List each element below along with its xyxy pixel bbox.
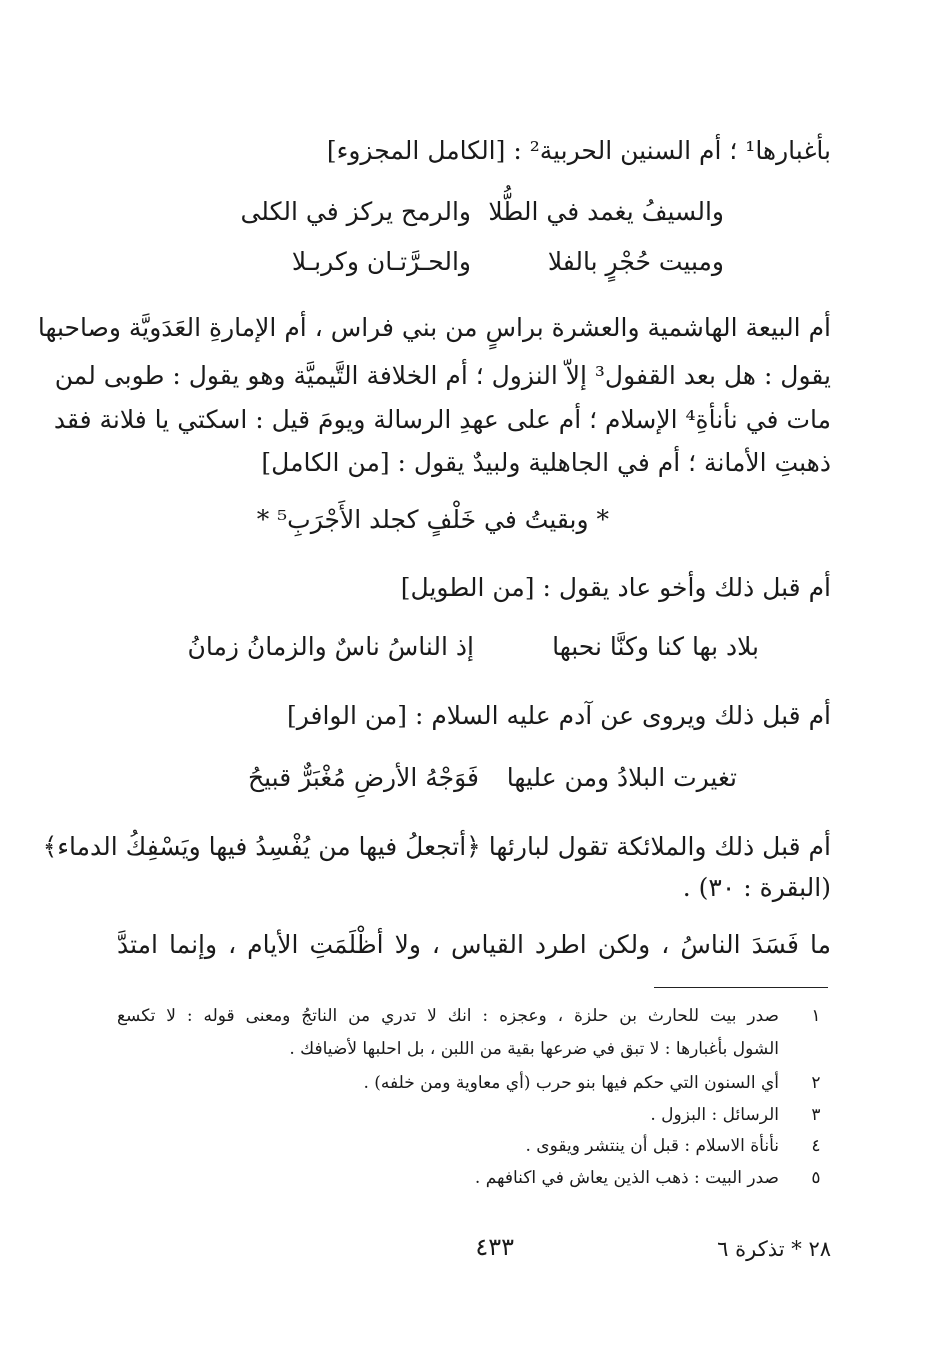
page-number: ٤٣٣ bbox=[475, 1233, 514, 1261]
paragraph-line: أم قبل ذلك والملائكة تقول لبارئها ﴿أتجعلُ فيها من يُفْسِدُ فيها ويَسْفِكُ الدماء﴾ bbox=[42, 832, 831, 861]
footnote-text: نأنأة الاسلام : قبل أن ينتشر ويقوى . bbox=[525, 1136, 779, 1156]
verse-hemistich: بلاد بها كنا وكنَّا نحبها bbox=[552, 632, 759, 661]
paragraph-line: أم قبل ذلك ويروى عن آدم عليه السلام : [من الوافر] bbox=[286, 701, 831, 730]
paragraph-line: مات في نأنأةِ⁴ الإسلام ؛ أم على عهدِ الرسالة ويومَ قيل : اسكتي يا فلانة فقد bbox=[53, 405, 831, 434]
verse-line: * وبقيتُ في خَلْفٍ كجلد الأَجْرَبِ⁵ * bbox=[256, 505, 609, 534]
footnote-number: ٢ bbox=[811, 1073, 821, 1093]
footnote-text: صدر بيت للحارث بن حلزة ، وعجزه : انك لا تدري من الناتجُ ومعنى قوله : لا تكسع bbox=[117, 1006, 779, 1026]
footnote-number: ١ bbox=[811, 1006, 821, 1026]
paragraph-line: ذهبتِ الأمانة ؛ أم في الجاهلية ولبيدٌ يقول : [من الكامل] bbox=[261, 448, 831, 477]
footnote-text: الشول بأغبارها : لا تبق في ضرعها بقية من اللبن ، بل احلبها لأضيافك . bbox=[289, 1039, 779, 1059]
verse-hemistich: إذ الناسُ ناسٌ والزمانُ زمانُ bbox=[187, 632, 474, 661]
verse-hemistich: والحـرَّتـان وكربـلا bbox=[291, 247, 471, 276]
paragraph-line: ما فَسَدَ الناسُ ، ولكن اطرد القياس ، ولا أظْلَمَتِ الأيام ، وإنما امتدَّ bbox=[117, 930, 831, 959]
verse-hemistich: تغيرت البلادُ ومن عليها bbox=[506, 763, 737, 792]
paragraph-line: أم البيعة الهاشمية والعشرة براسٍ من بني فراس ، أم الإمارةِ العَدَويَّة وصاحبها bbox=[37, 313, 831, 342]
footnote-number: ٤ bbox=[811, 1136, 821, 1156]
paragraph-line: (البقرة : ٣٠) . bbox=[682, 873, 831, 902]
verse-hemistich: والرمح يركز في الكلى bbox=[240, 197, 471, 226]
verse-hemistich: فَوَجْهُ الأرضِ مُغْبَرٌّ قبيحُ bbox=[247, 763, 479, 792]
verse-hemistich: ومبيت حُجْرٍ بالفلا bbox=[547, 247, 724, 276]
footnote-separator bbox=[654, 987, 828, 988]
footnote-text: أي السنون التي حكم فيها بنو حرب (أي معاوية ومن خلفه) . bbox=[363, 1073, 779, 1093]
signature-mark: ٢٨ * تذكرة ٦ bbox=[717, 1237, 831, 1261]
footnote-number: ٣ bbox=[811, 1105, 821, 1125]
verse-hemistich: والسيفُ يغمد في الطُّلا bbox=[488, 197, 724, 226]
footnote-text: صدر البيت : ذهب الذين يعاش في اكنافهم . bbox=[474, 1168, 779, 1188]
paragraph-line: بأغبارها¹ ؛ أم السنين الحربية² : [الكامل المجزوء] bbox=[326, 136, 831, 165]
footnote-text: الرسائل : البزول . bbox=[650, 1105, 779, 1125]
footnote-number: ٥ bbox=[811, 1168, 821, 1188]
paragraph-line: أم قبل ذلك وأخو عاد يقول : [من الطويل] bbox=[400, 573, 831, 602]
paragraph-line: يقول : هل بعد القفول³ إلاّ النزول ؛ أم الخلافة التَّيميَّة وهو يقول : طوبى لمن bbox=[54, 361, 831, 390]
